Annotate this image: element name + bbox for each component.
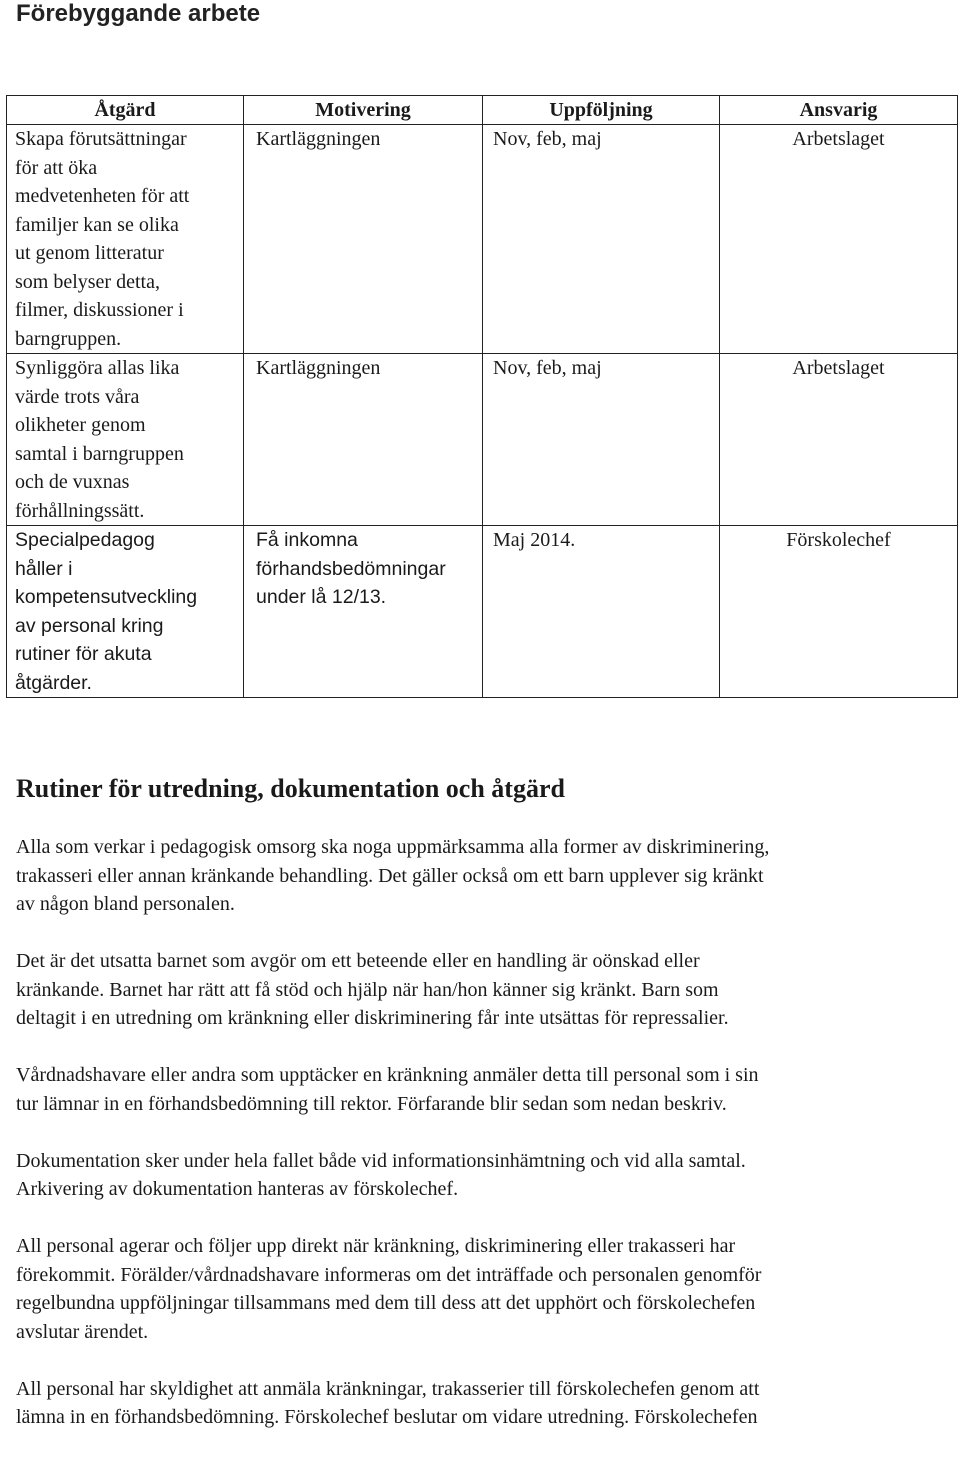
cell-ansvarig xyxy=(720,526,958,698)
cell-text: Arbetslaget xyxy=(792,128,885,150)
cell-text: Kartläggningen xyxy=(256,357,381,379)
cell-atgard xyxy=(7,526,244,698)
paragraph: All personal har skyldighet att anmäla kränkningar, trakasserier till förskolechefen genom att lämna in en förhandsbedömning. Förskolechef beslutar om vidare utredning. Förskolechefen xyxy=(16,1377,760,1428)
cell-text: Synliggöra allas lika värde trots våra olikheter genom samtal i barngruppen och de vuxnas förhållningssätt. xyxy=(15,357,184,522)
header-ansvarig: Ansvarig xyxy=(720,96,958,125)
cell-motivering xyxy=(244,354,483,526)
cell-text: Kartläggningen xyxy=(256,128,381,150)
paragraph: Dokumentation sker under hela fallet både vid informationsinhämtning och vid alla samtal. Arkivering av dokumentation hanteras av förskolechef. xyxy=(16,1149,746,1200)
cell-atgard xyxy=(7,354,244,526)
cell-uppfoljning xyxy=(483,526,720,698)
body-text xyxy=(16,833,951,1460)
cell-text: Specialpedagog håller i kompetensutveckling av personal kring rutiner för akuta åtgärder. xyxy=(15,529,198,694)
cell-text: Nov, feb, maj xyxy=(493,128,602,150)
measures-table xyxy=(6,95,958,698)
table-row xyxy=(7,354,958,526)
header-atgard: Åtgärd xyxy=(7,96,244,125)
cell-motivering xyxy=(244,526,483,698)
table-row xyxy=(7,526,958,698)
paragraph: Alla som verkar i pedagogisk omsorg ska noga uppmärksamma alla former av diskriminering, trakasseri eller annan kränkande behandling. Det gäller också om ett barn upplever sig kränkt av någon bland personalen. xyxy=(16,836,770,915)
cell-atgard xyxy=(7,125,244,354)
subheading: Rutiner för utredning, dokumentation och åtgärd xyxy=(16,774,565,803)
table-header-row xyxy=(7,96,958,125)
cell-text: Nov, feb, maj xyxy=(493,357,602,379)
paragraph: Vårdnadshavare eller andra som upptäcker en kränkning anmäler detta till personal som i sin tur lämnar in en förhandsbedömning till rektor. Förfarande blir sedan som nedan beskriv. xyxy=(16,1064,759,1115)
cell-ansvarig xyxy=(720,354,958,526)
cell-text: Få inkomna förhandsbedömningar under lå 12/13. xyxy=(256,529,446,608)
cell-text: Förskolechef xyxy=(786,529,891,551)
paragraph: Det är det utsatta barnet som avgör om ett beteende eller en handling är oönskad eller kränkande. Barnet har rätt att få stöd och hjälp när han/hon känner sig kränkt. Barn som deltagit i en utredning om kränkning eller diskriminering får inte utsättas för repressalier. xyxy=(16,950,729,1029)
cell-text: Arbetslaget xyxy=(792,357,885,379)
cell-ansvarig xyxy=(720,125,958,354)
section-title: Förebyggande arbete xyxy=(16,0,261,27)
paragraph: All personal agerar och följer upp direkt när kränkning, diskriminering eller trakasseri har förekommit. Förälder/vårdnadshavare informeras om det inträffade och personalen genomför regelbundna uppföljningar tillsammans med dem till dess att det upphört och förskolechefen avslutar ärendet. xyxy=(16,1235,762,1343)
cell-uppfoljning xyxy=(483,125,720,354)
header-uppfoljning: Uppföljning xyxy=(483,96,720,125)
cell-uppfoljning xyxy=(483,354,720,526)
cell-text: Maj 2014. xyxy=(493,529,576,551)
header-motivering: Motivering xyxy=(244,96,483,125)
cell-motivering xyxy=(244,125,483,354)
cell-text: Skapa förutsättningar för att öka medvetenheten för att familjer kan se olika ut genom litteratur som belyser detta, filmer, diskussioner i barngruppen. xyxy=(15,128,190,350)
table-row xyxy=(7,125,958,354)
